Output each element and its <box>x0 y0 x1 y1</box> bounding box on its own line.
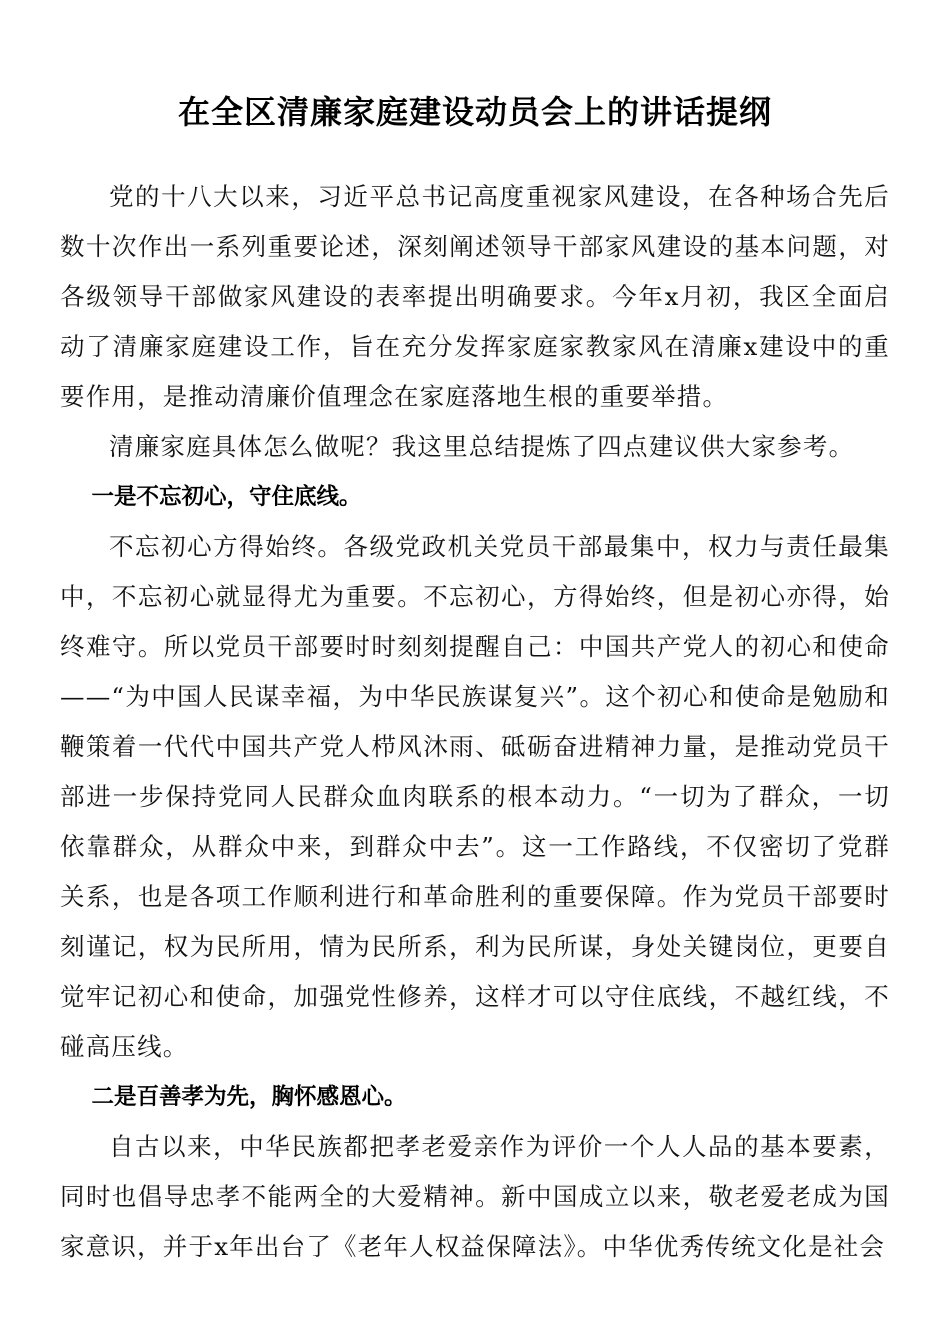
section-2-paragraph: 自古以来，中华民族都把孝老爱亲作为评价一个人人品的基本要素，同时也倡导忠孝不能两全的大爱精神。新中国成立以来，敬老爱老成为国家意识，并于x年出台了《老年人权益保障法》。中华优秀传统文化是社会 <box>60 1132 890 1261</box>
section-1-paragraph: 不忘初心方得始终。各级党政机关党员干部最集中，权力与责任最集中，不忘初心就显得尤为重要。不忘初心，方得始终，但是初心亦得，始终难守。所以党员干部要时时刻刻提醒自己：中国共产党人的初心和使命——“为中国人民谋幸福，为中华民族谋复兴”。这个初心和使命是勉励和鞭策着一代代中国共产党人栉风沐雨、砥砺奋进精神力量，是推动党员干部进一步保持党同人民群众血肉联系的根本动力。“一切为了群众，一切依靠群众，从群众中来，到群众中去”。这一工作路线，不仅密切了党群关系，也是各项工作顺利进行和革命胜利的重要保障。作为党员干部要时刻谨记，权为民所用，情为民所系，利为民所谋，身处关键岗位，更要自觉牢记初心和使命，加强党性修养，这样才可以守住底线，不越红线，不碰高压线。 <box>60 532 890 1061</box>
suggestions-intro-paragraph: 清廉家庭具体怎么做呢？我这里总结提炼了四点建议供大家参考。 <box>109 432 855 461</box>
section-heading-1: 一是不忘初心，守住底线。 <box>91 484 362 510</box>
section-heading-2: 二是百善孝为先，胸怀感恩心。 <box>91 1084 407 1110</box>
intro-paragraph: 党的十八大以来，习近平总书记高度重视家风建设，在各种场合先后数十次作出一系列重要论述，深刻阐述领导干部家风建设的基本问题，对各级领导干部做家风建设的表率提出明确要求。今年x月初，我区全面启动了清廉家庭建设工作，旨在充分发挥家庭家教家风在清廉x建设中的重要作用，是推动清廉价值理念在家庭落地生根的重要举措。 <box>60 182 890 411</box>
document-title: 在全区清廉家庭建设动员会上的讲话提纲 <box>177 93 772 131</box>
